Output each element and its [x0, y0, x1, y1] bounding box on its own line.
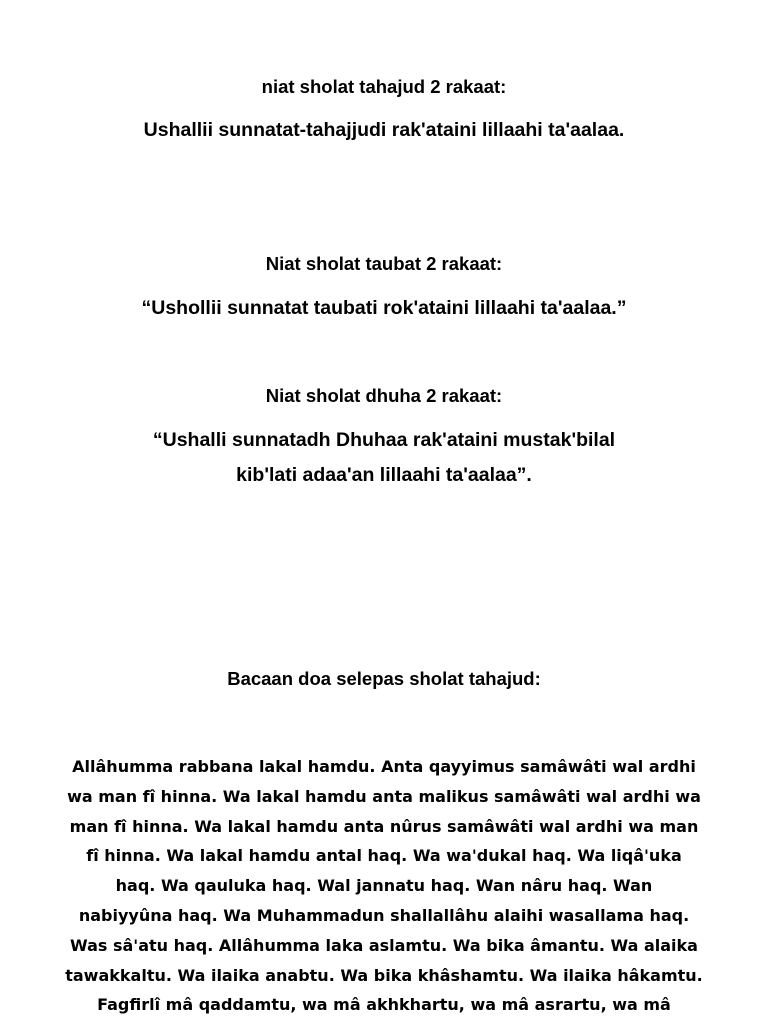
doa-line: Was sâ'atu haq. Allâhumma laka aslamtu. Wa bika âmantu. Wa alaika	[70, 935, 698, 955]
doa-line: nabiyyûna haq. Wa Muhammadun shallallâhu alaihi wasallama haq.	[78, 905, 690, 925]
doa-line: Fagfirlî mâ qaddamtu, wa mâ akhkhartu, wa mâ asrartu, wa mâ	[97, 995, 671, 1015]
doa-line: Allâhumma rabbana lakal hamdu. Anta qayyimus samâwâti wal ardhi	[72, 757, 696, 776]
doa-line: man fî hinna. Wa lakal hamdu anta nûrus samâwâti wal ardhi wa man	[69, 816, 699, 836]
taubat-niat-line-1: “Ushollii sunnatat taubati rok'ataini lillaahi ta'aalaa.”	[141, 297, 627, 319]
doa-line: fî hinna. Wa lakal hamdu antal haq. Wa wa'dukal haq. Wa liqâ'uka	[86, 846, 682, 866]
doa-line: haq. Wa qauluka haq. Wal jannatu haq. Wan nâru haq. Wan	[115, 876, 653, 896]
dhuha-heading: Niat sholat dhuha 2 rakaat:	[265, 385, 503, 406]
dhuha-niat-line-1: “Ushalli sunnatadh Dhuhaa rak'ataini mustak'bilal	[152, 429, 616, 451]
taubat-heading: Niat sholat taubat 2 rakaat:	[265, 253, 503, 274]
doa-line: wa man fî hinna. Wa lakal hamdu anta malikus samâwâti wal ardhi wa	[67, 786, 701, 806]
dhuha-niat-line-2: kib'lati adaa'an lillaahi ta'aalaa”.	[236, 464, 532, 486]
doa-body	[0, 752, 768, 1020]
doa-line: tawakkaltu. Wa ilaika anabtu. Wa bika khâshamtu. Wa ilaika hâkamtu.	[65, 965, 703, 985]
doa-heading: Bacaan doa selepas sholat tahajud:	[227, 668, 541, 689]
tahajud-heading: niat sholat tahajud 2 rakaat:	[261, 76, 507, 97]
tahajud-niat-line-1: Ushallii sunnatat-tahajjudi rak'ataini lillaahi ta'aalaa.	[143, 119, 625, 141]
